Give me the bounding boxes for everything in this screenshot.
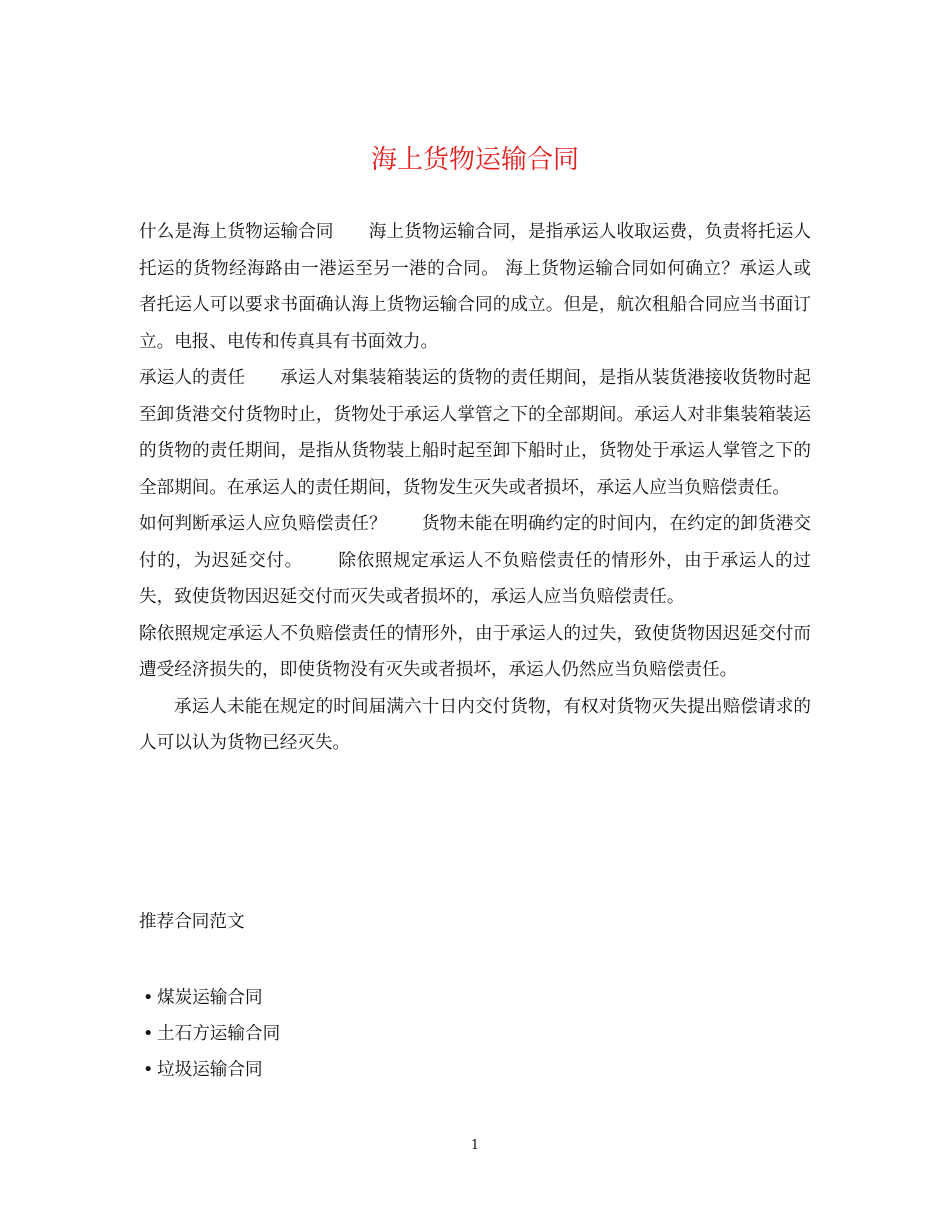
document-title: 海上货物运输合同 [370, 145, 579, 175]
section-heading-liability: 如何判断承运人应负赔偿责任？ [139, 514, 387, 534]
section-text-definition: 海上货物运输合同，是指承运人收取运费，负责将托运人托运的货物经海路由一港运至另一港的合同。 海上货物运输合同如何确立？承运人或者托运人可以要求书面确认海上货物运输合同的成立。但是，航次租船合同应当书面订立。电报、电传和传真具有书面效力。 [139, 222, 811, 352]
recommendation-item[interactable] [143, 980, 280, 1016]
bullet-icon: • [143, 1024, 154, 1044]
page-number: 1 [470, 1138, 480, 1153]
recommendation-link-earthwork[interactable]: 土石方运输合同 [157, 1024, 281, 1044]
paragraph-liability-judgment [139, 506, 811, 616]
section-heading-responsibility: 承运人的责任 [139, 368, 246, 388]
recommendation-link-garbage[interactable]: 垃圾运输合同 [157, 1060, 263, 1080]
paragraph-carrier-responsibility [139, 360, 811, 506]
recommendation-link-coal[interactable]: 煤炭运输合同 [157, 988, 263, 1008]
document-body [139, 214, 811, 762]
recommendation-item[interactable] [143, 1016, 280, 1052]
section-text-liability: 货物未能在明确约定的时间内，在约定的卸货港交付的，为迟延交付。 [139, 514, 811, 571]
paragraph-economic-loss: 除依照规定承运人不负赔偿责任的情形外，由于承运人的过失，致使货物因迟延交付而遭受经济损失的，即使货物没有灭失或者损坏，承运人仍然应当负赔偿责任。 [139, 623, 811, 680]
bullet-icon: • [143, 988, 154, 1008]
section-heading-definition: 什么是海上货物运输合同 [139, 222, 334, 242]
section-text-responsibility: 承运人对集装箱装运的货物的责任期间，是指从装货港接收货物时起至卸货港交付货物时止，货物处于承运人掌管之下的全部期间。承运人对非集装箱装运的货物的责任期间，是指从货物装上船时起至卸下船时止，货物处于承运人掌管之下的全部期间。在承运人的责任期间，货物发生灭失或者损坏，承运人应当负赔偿责任。 [139, 368, 811, 498]
paragraph-definition [139, 214, 811, 360]
paragraph-presumed-loss: 承运人未能在规定的时间届满六十日内交付货物，有权对货物灭失提出赔偿请求的人可以认为货物已经灭失。 [139, 696, 811, 753]
section-text-liability-2: 除依照规定承运人不负赔偿责任的情形外，由于承运人的过失，致使货物因迟延交付而灭失或者损坏的，承运人应当负赔偿责任。 [139, 550, 811, 607]
recommendations-list [143, 980, 280, 1088]
recommendations-heading: 推荐合同范文 [139, 912, 245, 932]
recommendation-item[interactable] [143, 1052, 280, 1088]
bullet-icon: • [143, 1060, 154, 1080]
